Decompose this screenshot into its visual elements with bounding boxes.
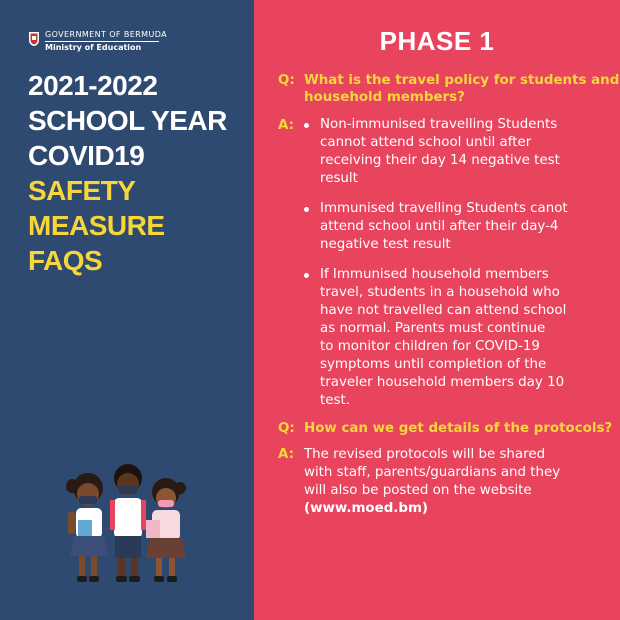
government-header bbox=[28, 30, 228, 56]
title-line-year: 2021-2022 bbox=[28, 70, 158, 101]
bermuda-crest-icon bbox=[28, 31, 40, 47]
answer-label: A: bbox=[278, 447, 294, 462]
question-1-text bbox=[304, 72, 619, 106]
answer-2-text bbox=[304, 446, 594, 518]
question-1 bbox=[278, 72, 620, 108]
bullet-dot bbox=[304, 207, 309, 212]
right-panel bbox=[254, 0, 620, 620]
bullet-3-line: If Immunised household members bbox=[320, 267, 549, 282]
ministry-name: Ministry of Education bbox=[45, 43, 142, 52]
answer-bullet-1 bbox=[304, 116, 604, 188]
bullet-2-line: Immunised travelling Students canot bbox=[320, 201, 568, 216]
page-title bbox=[28, 68, 254, 278]
answer-1-list bbox=[304, 116, 604, 410]
title-line-faqs: FAQS bbox=[28, 245, 103, 276]
government-name: GOVERNMENT OF BERMUDA bbox=[45, 30, 167, 39]
girl-right-figure bbox=[146, 478, 186, 582]
bullet-3-line: test. bbox=[320, 393, 350, 408]
title-line-safety: SAFETY bbox=[28, 175, 136, 206]
question-1-line-2: household members? bbox=[304, 90, 465, 105]
answer-label: A: bbox=[278, 118, 294, 133]
answer-bullet-2 bbox=[304, 200, 604, 254]
bullet-3-line: as normal. Parents must continue bbox=[320, 321, 546, 336]
answer-2-line: will also be posted on the website bbox=[304, 483, 532, 498]
bullet-1-line: result bbox=[320, 171, 358, 186]
bullet-3-line: to monitor children for COVID-19 bbox=[320, 339, 540, 354]
bullet-1-line: cannot attend school until after bbox=[320, 135, 532, 150]
bullet-3-line: symptoms until completion of the bbox=[320, 357, 547, 372]
answer-2-line: The revised protocols will be shared bbox=[304, 447, 546, 462]
answer-bullet-3 bbox=[304, 266, 604, 410]
phase-heading: PHASE 1 bbox=[379, 26, 495, 56]
answer-2-line: with staff, parents/guardians and they bbox=[304, 465, 561, 480]
bullet-dot bbox=[304, 123, 309, 128]
bullet-dot bbox=[304, 273, 309, 278]
title-line-covid: COVID19 bbox=[28, 140, 145, 171]
bullet-2-line: attend school until after their day-4 bbox=[320, 219, 559, 234]
question-label: Q: bbox=[278, 421, 295, 436]
bullet-3-line: travel, students in a household who bbox=[320, 285, 560, 300]
girl-left-figure bbox=[66, 473, 108, 582]
bullet-3-line: have not travelled can attend school bbox=[320, 303, 567, 318]
bullet-2-line: negative test result bbox=[320, 237, 451, 252]
title-line-measure: MEASURE bbox=[28, 210, 165, 241]
header-divider bbox=[45, 41, 159, 42]
question-label: Q: bbox=[278, 73, 295, 88]
question-1-line-1: What is the travel policy for students and bbox=[304, 73, 620, 88]
left-panel bbox=[0, 0, 254, 620]
bullet-1-line: receiving their day 14 negative test bbox=[320, 153, 560, 168]
boy-middle-figure bbox=[110, 464, 146, 582]
bullet-1-line: Non-immunised travelling Students bbox=[320, 117, 558, 132]
question-2-text: How can we get details of the protocols? bbox=[304, 421, 613, 436]
masked-students-illustration bbox=[58, 448, 198, 598]
title-line-school-year: SCHOOL YEAR bbox=[28, 105, 227, 136]
website-link[interactable]: (www.moed.bm) bbox=[304, 501, 429, 516]
question-2 bbox=[278, 420, 613, 438]
bullet-3-line: traveler household members day 10 bbox=[320, 375, 565, 390]
